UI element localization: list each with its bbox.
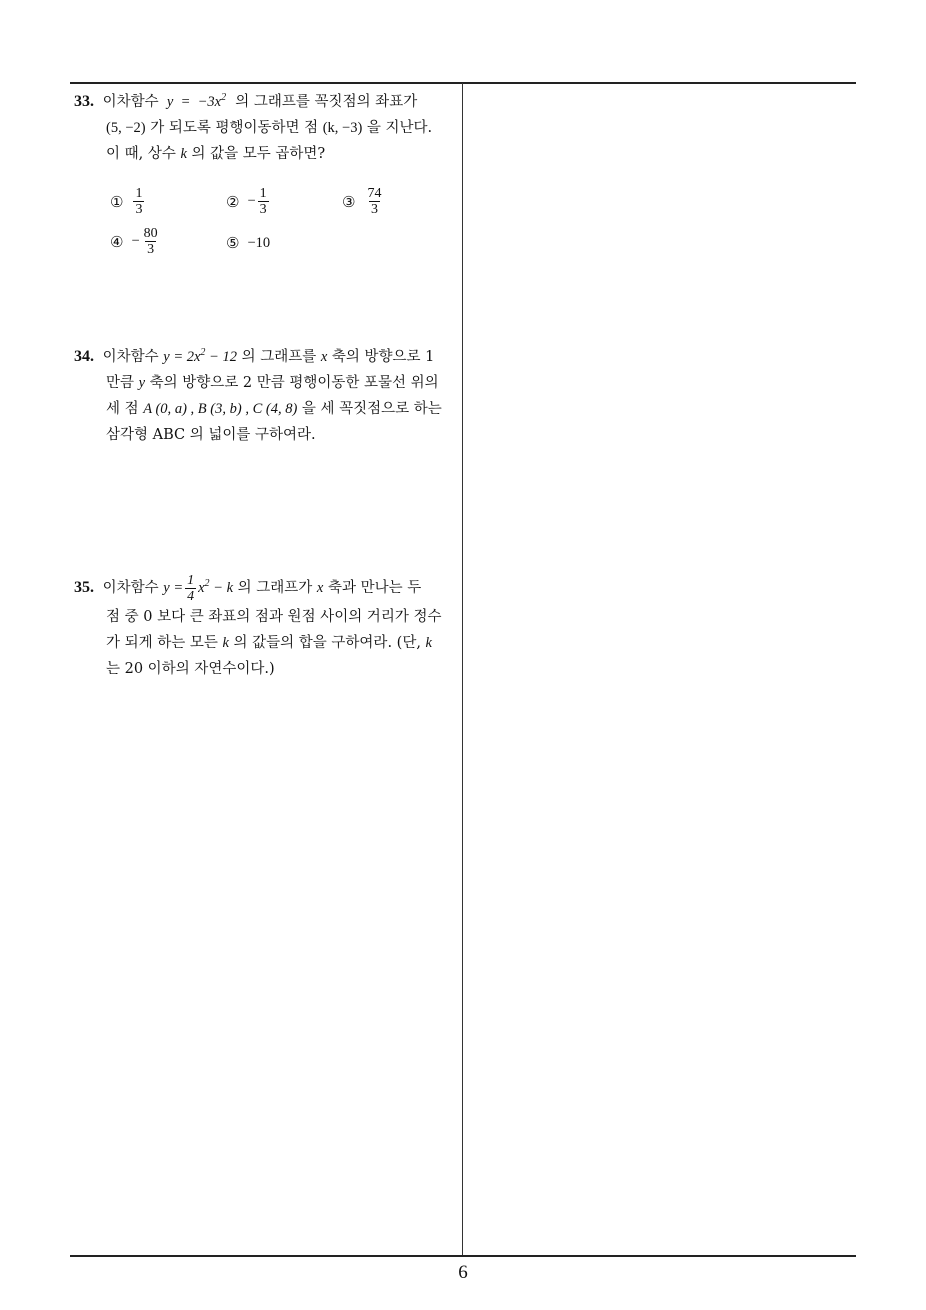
denominator: 3 xyxy=(135,202,143,217)
sign: − xyxy=(131,233,140,249)
problem-34-line-4 xyxy=(74,422,458,448)
denominator: 3 xyxy=(259,202,267,217)
problem-34-line-2 xyxy=(74,370,458,396)
text: 을 세 꼭짓점으로 하는 xyxy=(301,401,442,417)
variable-k: k xyxy=(222,635,229,651)
text: 는 20 이하의 자연수이다.) xyxy=(106,661,275,677)
choice-5[interactable] xyxy=(226,234,270,252)
top-rule xyxy=(70,82,856,84)
denominator: 3 xyxy=(370,202,378,217)
problem-35-line-4 xyxy=(74,656,458,682)
numerator: 74 xyxy=(367,186,382,201)
fraction-one-quarter: $\frac{1}{4}$ xyxy=(187,573,195,604)
text: 의 그래프를 xyxy=(241,349,317,365)
points-abc: A (0, a) , B (3, b) , C (4, 8) xyxy=(143,401,298,417)
denominator: 3 xyxy=(147,242,155,257)
variable-x: x xyxy=(320,349,328,365)
text: 만큼 xyxy=(106,375,135,391)
choice-mark: ⑤ xyxy=(226,234,240,252)
problem-34 xyxy=(74,344,458,448)
problem-35 xyxy=(74,573,458,682)
equation: $y = -3x^2$ xyxy=(163,92,227,110)
problem-33-line-2 xyxy=(74,115,458,141)
problem-33-choices xyxy=(110,182,450,272)
text: 축의 방향으로 1 xyxy=(331,349,435,365)
text: 이차함수 xyxy=(102,349,159,365)
variable-x: x xyxy=(316,579,324,596)
choice-2[interactable] xyxy=(226,186,271,217)
fraction xyxy=(258,186,269,217)
equation: $y = 2x^2 - 12$ xyxy=(163,347,237,365)
variable-k: k xyxy=(180,146,187,162)
problem-34-line-1 xyxy=(74,344,458,370)
text: 가 되도록 평행이동하면 점 xyxy=(150,120,319,136)
fraction xyxy=(142,226,160,257)
variable-k: k xyxy=(425,635,432,651)
choice-4[interactable] xyxy=(110,226,162,257)
text: 을 지난다. xyxy=(366,120,433,136)
page-number: 6 xyxy=(458,1262,468,1283)
problem-34-line-3 xyxy=(74,396,458,422)
variable-y: y xyxy=(138,375,146,391)
text: 의 그래프가 xyxy=(237,579,313,596)
column-divider xyxy=(462,83,463,1256)
choice-1[interactable] xyxy=(110,186,146,217)
text: 의 값을 모두 곱하면? xyxy=(191,146,326,162)
numerator: 1 xyxy=(259,186,267,201)
text: 이차함수 xyxy=(102,94,159,110)
text: 이 때, 상수 xyxy=(106,146,176,162)
problem-33-line-1 xyxy=(74,89,458,115)
problem-number: 35. xyxy=(74,578,94,596)
text: 축과 만나는 두 xyxy=(327,579,422,596)
numerator: 80 xyxy=(143,226,158,241)
text: 삼각형 ABC 의 넓이를 구하여라. xyxy=(106,427,316,443)
choice-mark: ① xyxy=(110,192,124,211)
text: 세 점 xyxy=(106,401,139,417)
equation: y = $\frac{1}{4}$ $x^2 - k$ xyxy=(163,573,234,604)
problem-33 xyxy=(74,89,458,167)
point-coordinate: (k, −3) xyxy=(322,120,363,136)
choice-3[interactable] xyxy=(342,186,385,217)
problem-35-line-1 xyxy=(74,573,458,604)
sign: − xyxy=(247,193,256,209)
text: 축의 방향으로 2 만큼 평행이동한 포물선 위의 xyxy=(149,375,439,391)
problem-33-line-3 xyxy=(74,141,458,167)
vertex-coordinate: (5, −2) xyxy=(106,120,146,136)
choice-mark: ③ xyxy=(342,192,356,211)
fraction xyxy=(365,186,383,217)
problem-number: 33. xyxy=(74,93,94,110)
numerator: 1 xyxy=(135,186,143,201)
text: 가 되게 하는 모든 xyxy=(106,635,218,651)
text: 이차함수 xyxy=(102,579,159,596)
choice-value: −10 xyxy=(247,234,271,251)
fraction xyxy=(133,186,144,217)
choice-mark: ④ xyxy=(110,232,124,251)
text: 의 값들의 합을 구하여라. (단, xyxy=(233,635,421,651)
problem-35-line-3 xyxy=(74,630,458,656)
problem-35-line-2 xyxy=(74,604,458,630)
choice-mark: ② xyxy=(226,192,240,211)
bottom-rule xyxy=(70,1255,856,1257)
problem-number: 34. xyxy=(74,348,94,365)
text: 점 중 0 보다 큰 좌표의 점과 원점 사이의 거리가 정수 xyxy=(106,609,442,625)
text: 의 그래프를 꼭짓점의 좌표가 xyxy=(235,94,418,110)
